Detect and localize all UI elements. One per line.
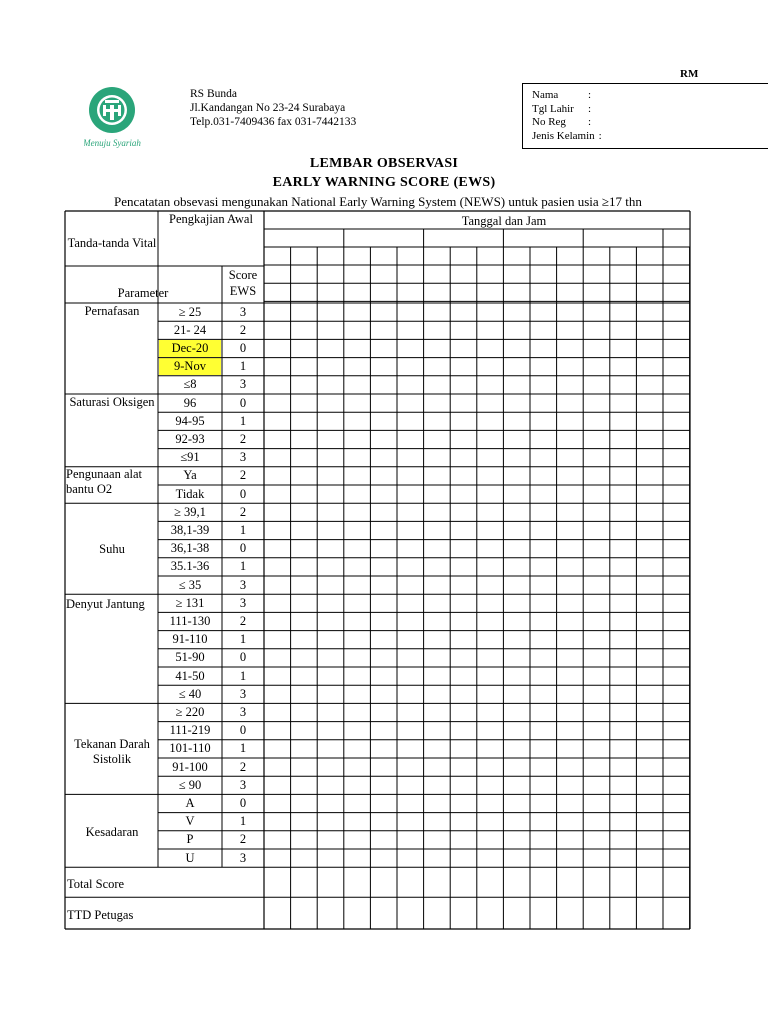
form-title: LEMBAR OBSERVASI — [309, 156, 459, 171]
range-cell: ≥ 220 — [175, 704, 205, 719]
header-initial-assessment: Pengkajian Awal — [169, 212, 253, 226]
patient-name-sep: : — [588, 89, 592, 101]
form-code-label: RM — [680, 68, 699, 80]
range-cell: Dec-20 — [171, 340, 209, 355]
score-cell: 3 — [239, 850, 247, 865]
patient-dob-sep: : — [588, 102, 592, 115]
range-cell: 91-100 — [172, 759, 208, 774]
group-label: Kesadaran — [85, 825, 139, 839]
group-label: Suhu — [99, 542, 125, 556]
range-cell: P — [186, 832, 194, 847]
range-cell: A — [185, 795, 195, 810]
score-cell: 2 — [239, 613, 247, 628]
range-cell: 94-95 — [175, 413, 205, 428]
score-cell: 3 — [239, 595, 247, 610]
score-cell: 2 — [239, 322, 247, 337]
range-cell: 111-219 — [169, 723, 211, 738]
range-cell: 9-Nov — [174, 359, 206, 374]
range-cell: ≥ 25 — [178, 304, 202, 319]
score-cell: 0 — [239, 486, 247, 501]
range-cell: 41-50 — [175, 668, 205, 683]
range-cell: 36,1-38 — [170, 541, 210, 556]
range-cell: 96 — [183, 395, 197, 410]
group-label: Tekanan Darah Sistolik — [74, 737, 150, 766]
range-cell: Tidak — [175, 486, 205, 501]
score-cell: 0 — [239, 795, 247, 810]
hospital-address: Jl.Kandangan No 23-24 Surabaya — [190, 102, 346, 114]
form-description: Pencatatan obsevasi mengunakan National Early Warning System (NEWS) untuk pasien usia ≥17 thn — [114, 194, 642, 209]
range-cell: ≤ 90 — [178, 777, 202, 792]
score-cell: 0 — [239, 541, 247, 556]
group-label: Pengunaan alat bantu O2 — [66, 467, 143, 496]
score-cell: 2 — [239, 431, 247, 446]
score-cell: 3 — [239, 704, 247, 719]
score-cell: 2 — [239, 468, 247, 483]
score-cell: 3 — [239, 377, 247, 392]
header-parameter: Parameter — [117, 286, 169, 300]
hospital-phone: Telp.031-7409436 fax 031-7442133 — [190, 116, 357, 128]
range-cell: 92-93 — [175, 431, 205, 446]
score-cell: 3 — [239, 450, 247, 465]
score-cell: 1 — [239, 559, 247, 574]
group-label: Saturasi Oksigen — [69, 395, 155, 409]
score-cell: 1 — [239, 522, 247, 537]
range-cell: 51-90 — [175, 650, 205, 665]
form-subtitle-ews: EARLY WARNING SCORE (EWS) — [272, 175, 496, 190]
range-cell: ≤91 — [180, 450, 200, 465]
header-date-time: Tanggal dan Jam — [461, 214, 547, 228]
patient-sex-label: Jenis Kelamin — [532, 129, 595, 142]
score-cell: 1 — [239, 413, 247, 428]
score-cell: 3 — [239, 304, 247, 319]
range-cell: 35.1-36 — [170, 559, 210, 574]
range-cell: U — [185, 850, 195, 865]
score-cell: 1 — [239, 741, 247, 756]
patient-reg-label: No Reg — [532, 116, 566, 128]
hospital-name: RS Bunda — [190, 88, 237, 100]
header-score-ews: Score EWS — [228, 268, 258, 298]
header-vital-signs: Tanda-tanda Vital — [67, 236, 157, 250]
group-label: Denyut Jantung — [66, 597, 145, 611]
patient-sex-sep: : — [598, 129, 602, 142]
patient-name-label: Nama — [532, 89, 559, 101]
score-cell: 3 — [239, 686, 247, 701]
group-label: Pernafasan — [84, 304, 140, 318]
range-cell: 111-130 — [169, 613, 211, 628]
score-cell: 0 — [239, 723, 247, 738]
score-cell: 2 — [239, 832, 247, 847]
score-cell: 1 — [239, 359, 247, 374]
range-cell: Ya — [183, 468, 197, 483]
range-cell: 101-110 — [169, 741, 211, 756]
range-cell: V — [185, 814, 195, 829]
range-cell: ≤ 35 — [178, 577, 202, 592]
score-cell: 1 — [239, 814, 247, 829]
range-cell: ≥ 131 — [175, 595, 205, 610]
score-cell: 1 — [239, 668, 247, 683]
range-cell: ≥ 39,1 — [174, 504, 206, 519]
patient-dob-label: Tgl Lahir — [532, 102, 574, 115]
score-cell: 3 — [239, 777, 247, 792]
signature-label: TTD Petugas — [67, 908, 134, 922]
score-cell: 3 — [239, 577, 247, 592]
score-cell: 0 — [239, 650, 247, 665]
score-cell: 0 — [239, 395, 247, 410]
score-cell: 2 — [239, 504, 247, 519]
score-cell: 2 — [239, 759, 247, 774]
range-cell: 21- 24 — [173, 322, 207, 337]
score-cell: 0 — [239, 340, 247, 355]
score-cell: 1 — [239, 632, 247, 647]
total-score-label: Total Score — [67, 877, 125, 891]
range-cell: 38,1-39 — [170, 522, 210, 537]
patient-reg-sep: : — [588, 116, 592, 128]
range-cell: ≤8 — [183, 377, 197, 392]
range-cell: ≤ 40 — [178, 686, 202, 701]
range-cell: 91-110 — [172, 632, 208, 647]
logo-tagline: Menuju Syariah — [84, 138, 141, 148]
